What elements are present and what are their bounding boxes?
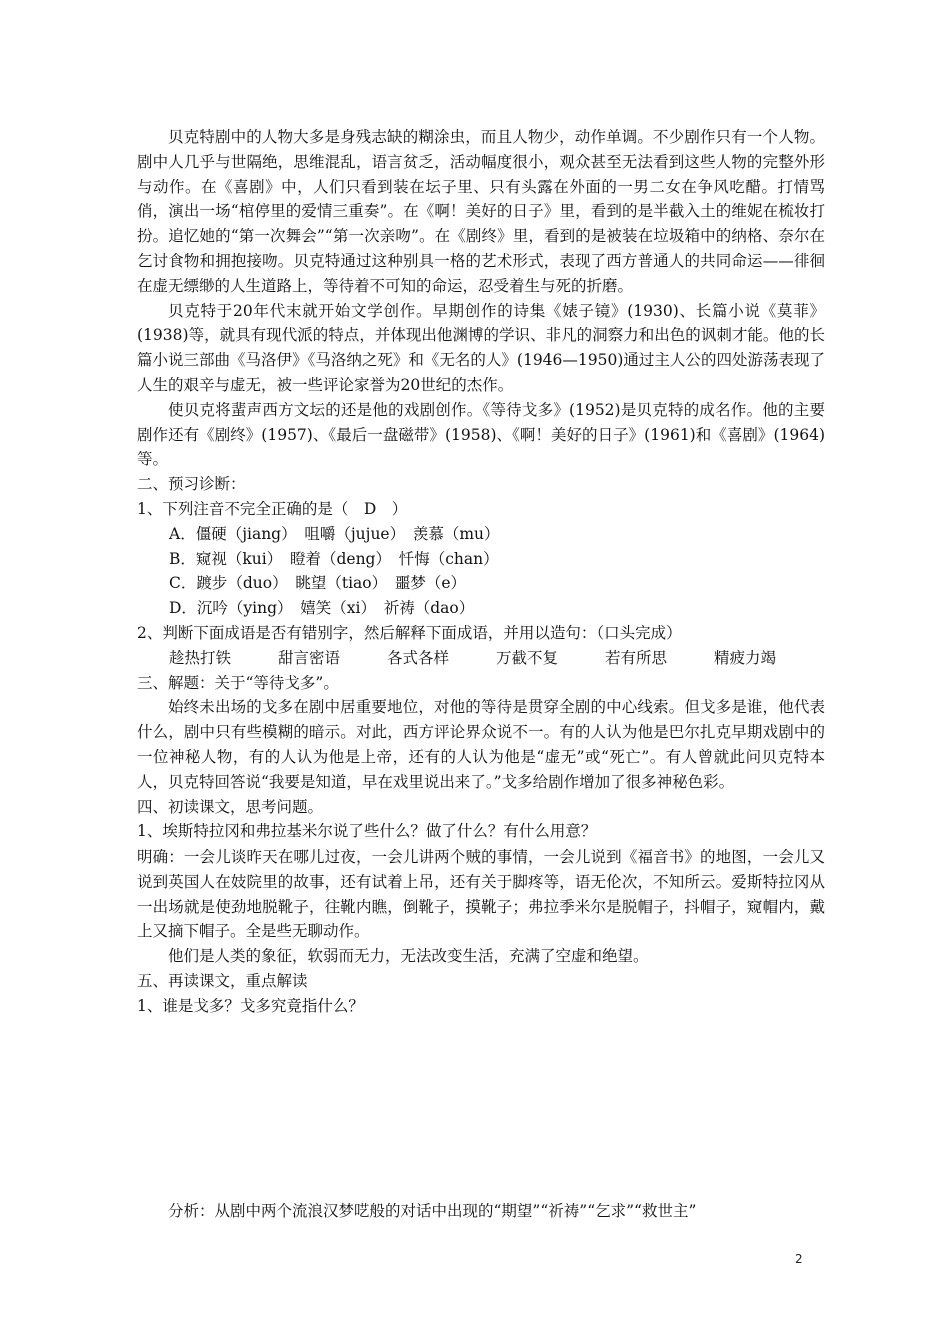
paragraph-drama-works: 使贝克将蜚声西方文坛的还是他的戏剧创作。《等待戈多》(1952)是贝克特的成名作。他的主要剧作还有《剧终》(1957)、《最后一盘磁带》(1958)、《啊！美好的日子》(1961)和《喜剧》(1964)等。	[137, 400, 825, 469]
question-who-is-godot: 1、谁是戈多？戈多究竟指什么？	[137, 996, 364, 1015]
section-heading-preview: 二、预习诊断：	[137, 475, 246, 494]
main-text-block	[137, 125, 825, 844]
page-number: 2	[795, 1252, 803, 1266]
idiom-item: 各式各样	[387, 648, 450, 667]
paragraph-answer: 明确：一会儿谈昨天在哪儿过夜，一会儿讲两个贼的事情，一会儿说到《福音书》的地图，一会儿又说到英国人在妓院里的故事，还有试着上吊，还有关于脚疼等，语无伦次，不知所云。爱斯特拉冈从一出场就是使劲地脱靴子，往靴内瞧，倒靴子，摸靴子；弗拉季米尔是脱帽子，抖帽子，窥帽内，戴上又摘下帽子。全是些无聊动作。	[137, 848, 825, 941]
idiom-item: 甜言密语	[278, 648, 341, 667]
idiom-item: 万截不复	[496, 648, 559, 667]
idiom-item: 若有所思	[605, 648, 668, 667]
paragraph-analysis: 分析：从剧中两个流浪汉梦呓般的对话中出现的“期望”“祈祷”“乞求”“救世主”	[168, 1202, 697, 1220]
section-heading-title: 三、解题：关于“等待戈多”。	[137, 673, 339, 692]
option-d: D．沉吟（ying） 嬉笑（xi） 祈祷（dao）	[169, 599, 475, 618]
answer-text-block	[137, 845, 825, 1019]
question-idioms: 2、判断下面成语是否有错别字，然后解释下面成语，并用以造句：（口头完成）	[137, 623, 682, 642]
section-heading-first-read: 四、初读课文，思考问题。	[137, 797, 324, 816]
option-b: B．窥视（kui） 瞪着（deng） 忏悔（chan）	[169, 549, 499, 568]
paragraph-symbol: 他们是人类的象征，软弱而无力，无法改变生活，充满了空虚和绝望。	[168, 947, 649, 966]
question-characters: 1、埃斯特拉冈和弗拉基米尔说了些什么？做了什么？有什么用意？	[137, 822, 597, 841]
idiom-item: 趁热打铁	[169, 648, 232, 667]
option-a: A．僵硬（jiang） 咀嚼（jujue） 羡慕（mu）	[169, 524, 500, 543]
paragraph-early-works: 贝克特于20年代末就开始文学创作。早期创作的诗集《婊子镜》(1930)、长篇小说《莫菲》(1938)等，就具有现代派的特点，并体现出他渊博的学识、非凡的洞察力和出色的讽刺才能。他的长篇小说三部曲《马洛伊》《马洛纳之死》和《无名的人》(1946—1950)通过主人公的四处游荡表现了人生的艰辛与虚无，被一些评论家誉为20世纪的杰作。	[137, 301, 825, 394]
option-c: C．踱步（duo） 眺望（tiao） 噩梦（e）	[169, 574, 467, 593]
idiom-list	[137, 646, 825, 671]
paragraph-godot: 始终未出场的戈多在剧中居重要地位，对他的等待是贯穿全剧的中心线索。但戈多是谁，他代表什么，剧中只有些模糊的暗示。对此，西方评论界众说不一。有的人认为他是巴尔扎克早期戏剧中的一位神秘人物，有的人认为他是上帝，还有的人认为他是“虚无”或“死亡”。有人曾就此问贝克特本人，贝克特回答说“我要是知道，早在戏里说出来了。”戈多给剧作增加了很多神秘色彩。	[137, 698, 825, 791]
analysis-text-block	[137, 1199, 825, 1224]
section-heading-second-read: 五、再读课文，重点解读	[137, 971, 308, 990]
question-pronunciation: 1、下列注音不完全正确的是（ D ）	[137, 499, 408, 518]
idiom-item: 精疲力竭	[714, 648, 777, 667]
paragraph-characters: 贝克特剧中的人物大多是身残志缺的糊涂虫，而且人物少，动作单调。不少剧作只有一个人物。剧中人几乎与世隔绝，思维混乱，语言贫乏，活动幅度很小，观众甚至无法看到这些人物的完整外形与动作。在《喜剧》中，人们只看到装在坛子里、只有头露在外面的一男二女在争风吃醋。打情骂俏，演出一场“棺停里的爱情三重奏”。在《啊！美好的日子》里，看到的是半截入土的维妮在梳妆打扮。追忆她的“第一次舞会”“第一次亲吻”。在《剧终》里，看到的是被装在垃圾箱中的纳格、奈尔在乞讨食物和拥抱接吻。贝克特通过这种别具一格的艺术形式，表现了西方普通人的共同命运——徘徊在虚无缥缈的人生道路上，等待着不可知的命运，忍受着生与死的折磨。	[137, 128, 825, 295]
